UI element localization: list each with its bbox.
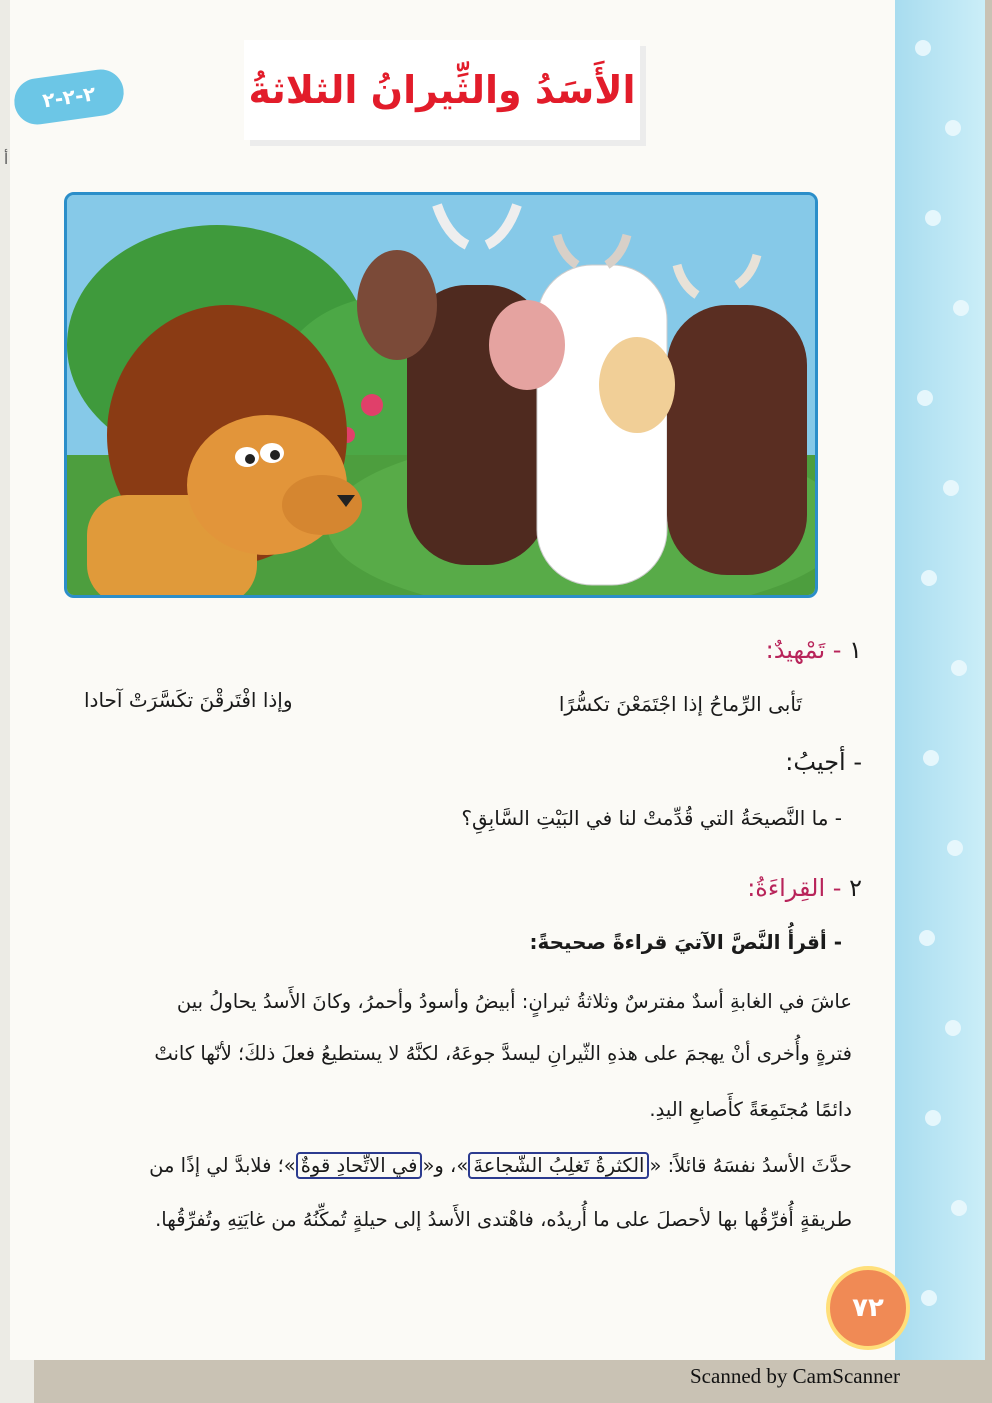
section1-heading: ١ - تَمْهيدٌ: [765,636,862,664]
line4-mid: »، و« [422,1154,469,1177]
paragraph-line-3: دائمًا مُجتَمِعَةً كأَصابعِ اليدِ. [649,1098,852,1121]
margin-mark: أ [4,150,9,168]
section2-heading: ٢ - القِراءَةُ: [747,874,862,902]
page-number-badge [826,1266,910,1350]
lion-and-bulls-illustration [64,192,818,598]
verse-second-half: وإذا افْتَرقْنَ تكَسَّرَتْ آحادا [84,688,293,712]
paragraph-line-2: فترةٍ وأُخرى أنْ يهجمَ على هذهِ الثّيرانِ ليسدَّ جوعَهُ، لكنَّهُ لا يستطيعُ فعلَ ذلكَ؛ لأنّها كانتْ [154,1042,852,1065]
line4-end: »؛ فلابدَّ لي إذًا من [149,1154,296,1177]
lesson-title: الأَسَدُ والثِّيرانُ الثلاثةُ [248,68,636,112]
question-line: - ما النَّصيحَةُ التي قُدِّمتْ لنا في البَيْتِ السَّابِقِ؟ [461,806,842,830]
lesson-title-box [244,40,640,140]
scanner-watermark: Scanned by CamScanner [690,1364,900,1388]
paragraph-line-4 [149,1154,852,1177]
section2-label: القِراءَةُ: [747,874,826,902]
reading-instruction: - أقرأُ النَّصَّ الآتيَ قراءةً صحيحةً: [529,930,842,954]
line4-start: حدَّثَ الأسدُ نفسَهُ قائلاً: « [649,1154,852,1177]
paragraph-line-5: طريقةٍ أُفرِّقُها بها لأحصلَ على ما أُريدُه، فاهْتدى الأَسدُ إلى حيلةٍ تُمكِّنُهُ من غايَتِهِ وتُفرِّقُها. [155,1208,852,1231]
illustration-drawing [67,195,815,595]
decorative-side-strip [895,0,985,1360]
quote-boxed-2: في الاتِّحادِ قوةٌ [296,1152,423,1179]
lesson-number-badge: ٢-٢-٢ [11,67,126,128]
question-text: ما النَّصيحَةُ التي قُدِّمتْ لنا في البَيْتِ السَّابِقِ؟ [461,806,829,830]
quote-boxed-1: الكثرةُ تَغلِبُ الشّجاعةَ [468,1152,649,1179]
section1-number: ١ [849,636,862,664]
paragraph-line-1: عاشَ في الغابةِ أسدٌ مفترسٌ وثلاثةُ ثيرانٍ: أبيضُ وأسودُ وأحمرُ، وكانَ الأَسدُ يحاولُ بين [176,990,852,1013]
answer-label: أجيبُ: [785,748,846,776]
answer-heading: - أجيبُ: [785,748,862,776]
reading-instruction-text: أقرأُ النَّصَّ الآتيَ قراءةً صحيحةً: [529,930,827,954]
verse-first-half: تَأبى الرِّماحُ إذا اجْتَمَعْنَ تكسُّرًا [558,692,802,716]
section2-number: ٢ [849,874,862,902]
section1-label: تَمْهيدٌ: [765,636,826,664]
page-number: ٧٢ [826,1266,910,1350]
